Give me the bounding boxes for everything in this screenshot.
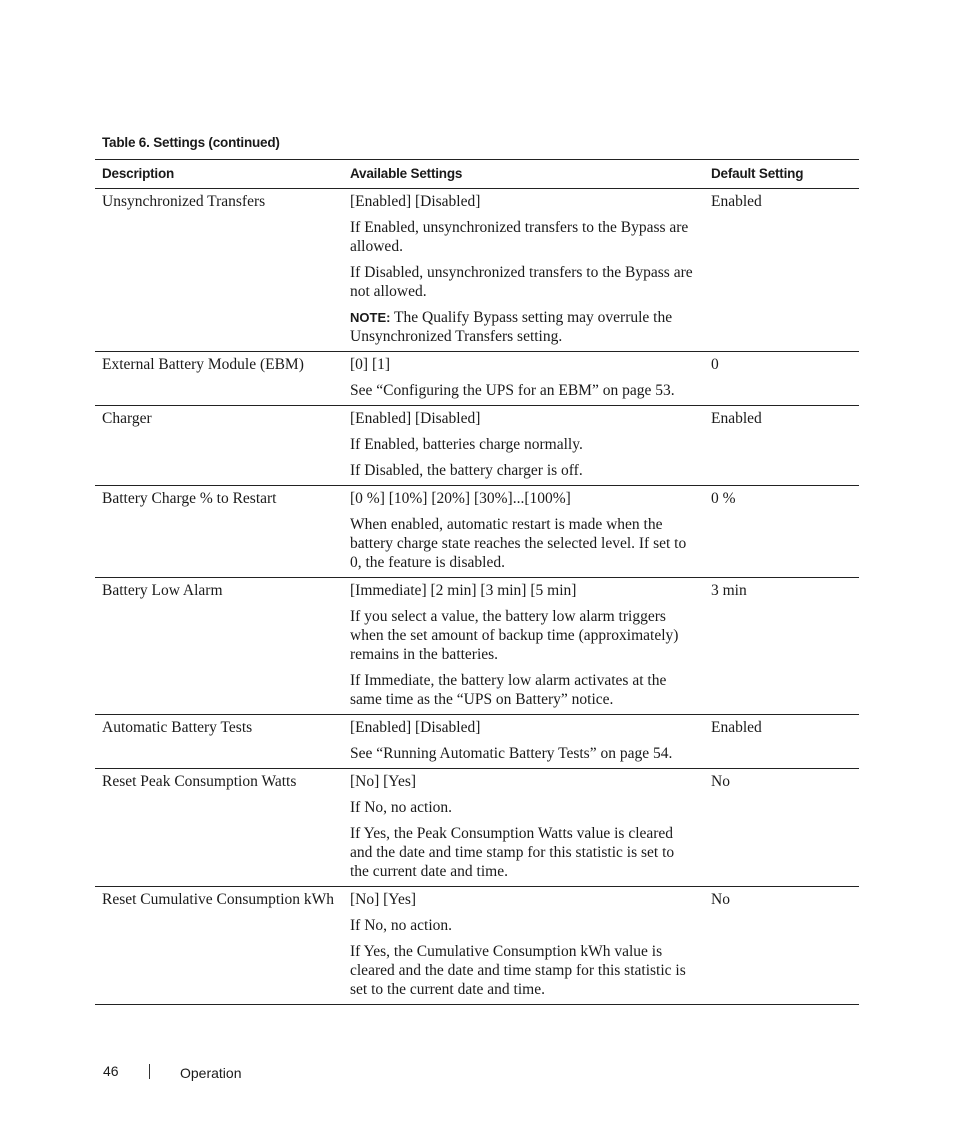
table-row (95, 578, 859, 715)
row-settings (343, 887, 704, 1005)
setting-detail: If you select a value, the battery low alarm triggers when the set amount of backup time (approximately) remains in the batteries. (350, 608, 679, 663)
row-settings (343, 769, 704, 887)
setting-detail: If Disabled, the battery charger is off. (350, 462, 583, 479)
setting-detail: See “Configuring the UPS for an EBM” on page 53. (350, 382, 675, 399)
setting-detail: If No, no action. (350, 917, 453, 934)
row-settings (343, 578, 704, 715)
row-default: No (704, 769, 859, 887)
table-row (95, 486, 859, 578)
settings-table (95, 159, 859, 1005)
row-default: Enabled (704, 406, 859, 486)
row-settings (343, 352, 704, 406)
table-row (95, 887, 859, 1005)
setting-options: [Enabled] [Disabled] (350, 719, 481, 736)
setting-detail: If Enabled, batteries charge normally. (350, 436, 583, 453)
header-description: Description (95, 160, 343, 189)
setting-options: [No] [Yes] (350, 773, 417, 790)
row-default: Enabled (704, 715, 859, 769)
row-default: 3 min (704, 578, 859, 715)
table-row (95, 406, 859, 486)
section-name: Operation (180, 1065, 242, 1081)
setting-detail: If Yes, the Peak Consumption Watts value is cleared and the date and time stamp for this statistic is set to the current date and time. (350, 825, 675, 880)
note-text: The Qualify Bypass setting may overrule the Unsynchronized Transfers setting. (350, 309, 673, 345)
setting-detail: If Enabled, unsynchronized transfers to the Bypass are allowed. (350, 219, 689, 255)
row-description: Reset Cumulative Consumption kWh (95, 887, 343, 1005)
setting-detail: If Disabled, unsynchronized transfers to the Bypass are not allowed. (350, 264, 693, 300)
note-label: NOTE: (350, 310, 391, 325)
row-description: Reset Peak Consumption Watts (95, 769, 343, 887)
row-settings (343, 189, 704, 352)
header-default-setting: Default Setting (704, 160, 859, 189)
row-description: External Battery Module (EBM) (95, 352, 343, 406)
row-default: Enabled (704, 189, 859, 352)
footer-separator (149, 1064, 150, 1079)
row-settings (343, 406, 704, 486)
setting-note (350, 308, 696, 346)
setting-detail: If Yes, the Cumulative Consumption kWh value is cleared and the date and time stamp for this statistic is set to the current date and time. (350, 943, 686, 998)
table-row (95, 769, 859, 887)
row-description: Battery Charge % to Restart (95, 486, 343, 578)
page-number: 46 (103, 1063, 119, 1079)
row-description: Charger (95, 406, 343, 486)
row-default: 0 (704, 352, 859, 406)
row-description: Automatic Battery Tests (95, 715, 343, 769)
row-description: Unsynchronized Transfers (95, 189, 343, 352)
row-default: No (704, 887, 859, 1005)
setting-detail: If Immediate, the battery low alarm activates at the same time as the “UPS on Battery” notice. (350, 672, 667, 708)
row-description: Battery Low Alarm (95, 578, 343, 715)
table-caption: Table 6. Settings (continued) (102, 135, 280, 150)
setting-detail: When enabled, automatic restart is made when the battery charge state reaches the selected level. If set to 0, the feature is disabled. (350, 516, 687, 571)
setting-options: [Enabled] [Disabled] (350, 193, 481, 210)
setting-options: [0 %] [10%] [20%] [30%]...[100%] (350, 490, 571, 507)
setting-options: [0] [1] (350, 356, 391, 373)
setting-detail: If No, no action. (350, 799, 453, 816)
header-available-settings: Available Settings (343, 160, 704, 189)
row-settings (343, 486, 704, 578)
setting-options: [No] [Yes] (350, 891, 417, 908)
row-default: 0 % (704, 486, 859, 578)
table-row (95, 715, 859, 769)
table-header-row (95, 160, 859, 189)
table-row (95, 189, 859, 352)
setting-detail: See “Running Automatic Battery Tests” on page 54. (350, 745, 673, 762)
row-settings (343, 715, 704, 769)
setting-options: [Immediate] [2 min] [3 min] [5 min] (350, 582, 577, 599)
setting-options: [Enabled] [Disabled] (350, 410, 481, 427)
table-row (95, 352, 859, 406)
